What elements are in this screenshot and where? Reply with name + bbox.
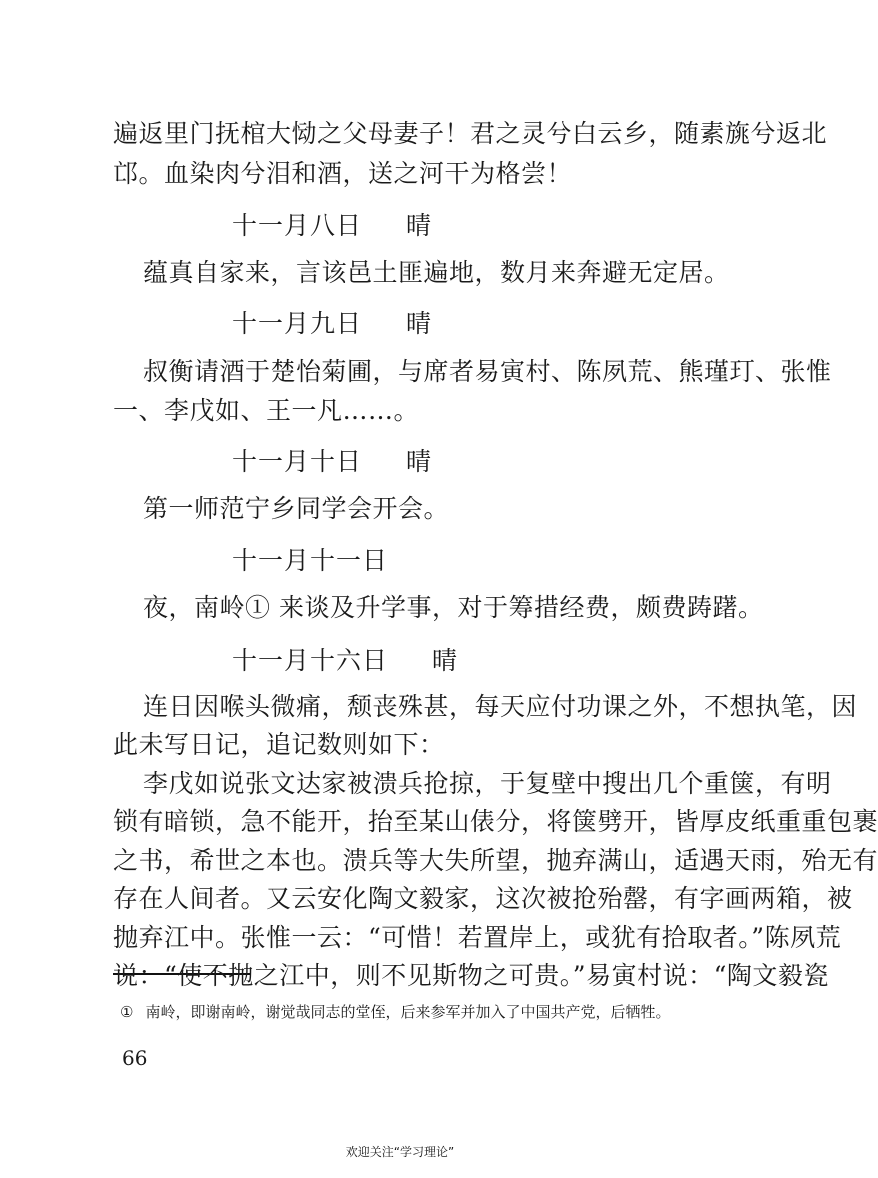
entry-date: 十一月十一日 [232,546,389,575]
entry-heading [232,545,388,577]
entry-text-line: 连日因喉头微痛，颓丧殊甚，每天应付功课之外，不想执笔，因 [143,692,858,721]
entry-text-line: 夜，南岭① 来谈及升学事，对于筹措经费，颇费踌躇。 [143,593,764,622]
entry-heading [232,210,432,242]
entry-heading [232,308,432,340]
entry-date: 十一月十六日 [232,646,389,675]
entry-text-line: 之书，希世之本也。溃兵等大失所望，抛弃满山，适遇天雨，殆无有 [113,846,878,875]
entry-text-line: 叔衡请酒于楚怡菊圃，与席者易寅村、陈夙荒、熊瑾玎、张惟 [143,357,832,386]
entry-text-line: 锁有暗锁，急不能开，抬至某山俵分，将箧劈开，皆厚皮纸重重包裹 [113,807,878,836]
entry-text-line: 蕴真自家来，言该邑土匪遍地，数月来奔避无定居。 [143,258,730,287]
entry-text-line: 第一师范宁乡同学会开会。 [143,494,450,523]
entry-text-line: 说：“使不抛之江中，则不见斯物之可贵。”易寅村说：“陶文毅瓷 [113,961,829,990]
entry-weather: 晴 [432,646,459,675]
page-number: 66 [122,1046,148,1070]
footnote-marker: ① [120,1003,134,1021]
entry-date: 十一月十日 [232,447,363,476]
entry-date: 十一月九日 [232,309,363,338]
footnote [120,1001,670,1023]
intro-line-2: 邙。血染肉兮泪和酒，送之河干为格尝！ [113,159,573,188]
footnote-text: 南岭，即谢南岭，谢觉哉同志的堂侄，后来参军并加入了中国共产党，后牺牲。 [145,1003,671,1021]
entry-weather: 晴 [406,211,433,240]
entry-text-line: 李戊如说张文达家被溃兵抢掠，于复壁中搜出几个重箧，有明 [143,769,832,798]
entry-text-line: 抛弃江中。张惟一云：“可惜！若置岸上，或犹有拾取者。”陈夙荒 [113,923,842,952]
entry-heading [232,446,432,478]
entry-weather: 晴 [406,309,433,338]
entry-text-line: 一、李戊如、王一凡……。 [113,396,420,425]
bottom-note: 欢迎关注“学习理论” [345,1145,455,1159]
entry-date: 十一月八日 [232,211,363,240]
entry-heading [232,645,458,677]
entry-text-line: 此未写日记，追记数则如下： [113,730,445,759]
intro-line-1: 遍返里门抚棺大恸之父母妻子！君之灵兮白云乡，随素旐兮返北 [113,119,828,148]
entry-text-line: 存在人间者。又云安化陶文毅家，这次被抢殆罄，有字画两箱，被 [113,884,853,913]
entry-weather: 晴 [406,447,433,476]
